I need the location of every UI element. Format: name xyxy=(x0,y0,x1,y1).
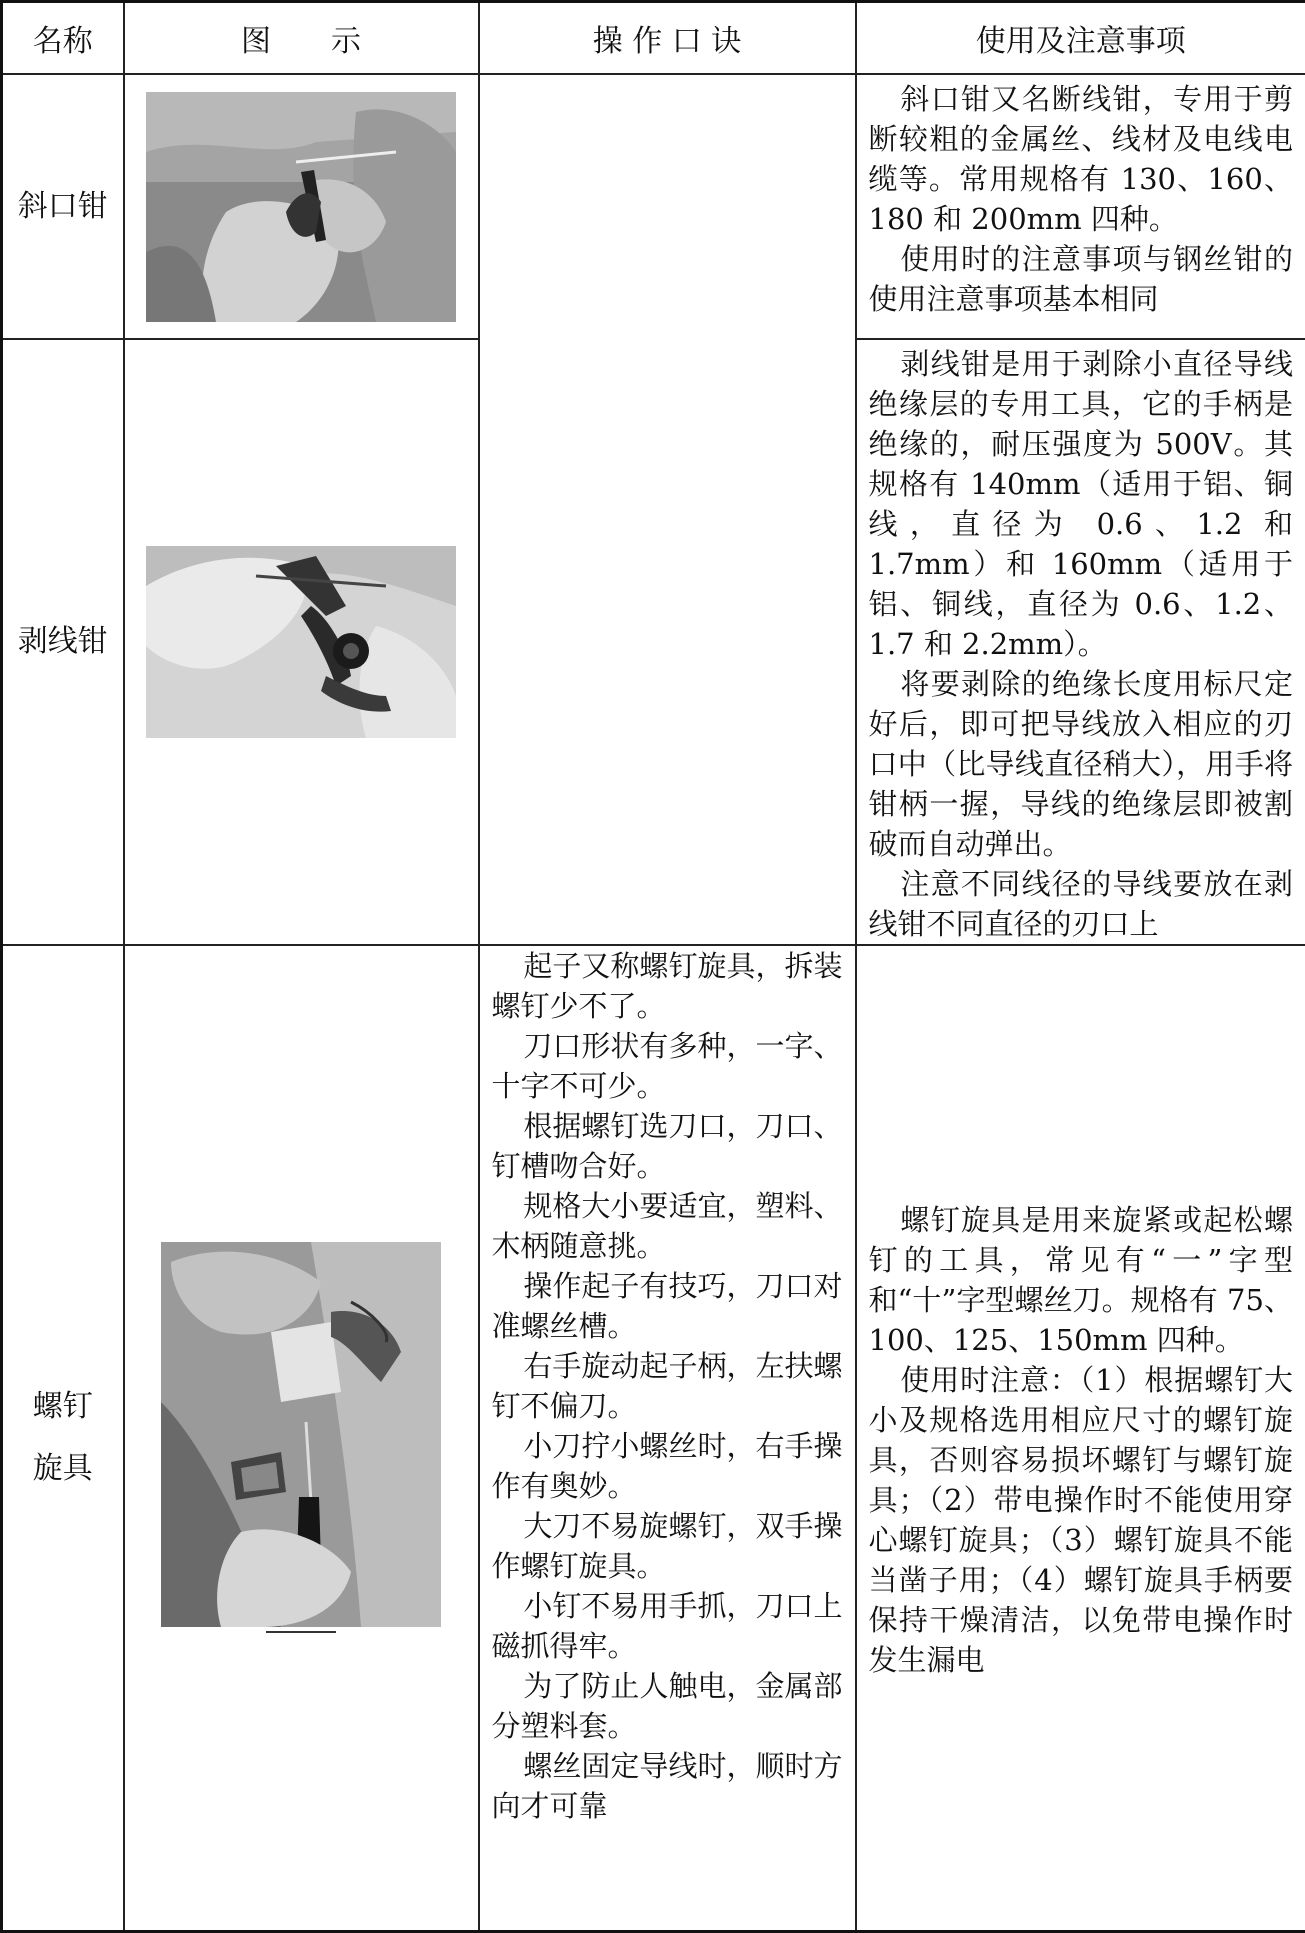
tool-name xyxy=(2,945,124,1931)
tool-name-line: 旋具 xyxy=(3,1438,123,1500)
tool-image-cell xyxy=(124,945,479,1931)
header-row xyxy=(2,2,1305,75)
verse-line: 右手旋动起子柄，左扶螺钉不偏刀。 xyxy=(492,1346,843,1426)
usage-cell xyxy=(856,74,1305,339)
usage-paragraph: 将要剥除的绝缘长度用标尺定好后，即可把导线放入相应的刃口中（比导线直径稍大），用手将钳柄一握，导线的绝缘层即被割破而自动弹出。 xyxy=(869,664,1294,864)
verse-line: 起子又称螺钉旋具，拆装螺钉少不了。 xyxy=(492,946,843,1026)
table-row xyxy=(2,74,1305,339)
header-usage: 使用及注意事项 xyxy=(856,2,1305,75)
verse-line: 根据螺钉选刀口，刀口、钉槽吻合好。 xyxy=(492,1106,843,1186)
verse-line: 为了防止人触电，金属部分塑料套。 xyxy=(492,1666,843,1746)
usage-paragraph: 使用时注意：（1）根据螺钉大小及规格选用相应尺寸的螺钉旋具，否则容易损坏螺钉与螺钉旋具；（2）带电操作时不能使用穿心螺钉旋具；（3）螺钉旋具不能当凿子用；（4）螺钉旋具手柄要保持干燥清洁，以免带电操作时发生漏电 xyxy=(869,1360,1294,1680)
usage-cell xyxy=(856,945,1305,1931)
verse-cell-merged xyxy=(479,74,856,945)
verse-line: 螺丝固定导线时，顺时方向才可靠 xyxy=(492,1746,843,1826)
tool-name: 剥线钳 xyxy=(2,339,124,945)
screwdriver-photo-icon xyxy=(161,1242,441,1627)
verse-line: 规格大小要适宜，塑料、木柄随意挑。 xyxy=(492,1186,843,1266)
tool-name: 斜口钳 xyxy=(2,74,124,339)
usage-paragraph: 使用时的注意事项与钢丝钳的使用注意事项基本相同 xyxy=(869,239,1294,319)
verse-line: 操作起子有技巧，刀口对准螺丝槽。 xyxy=(492,1266,843,1346)
tool-name-line: 螺钉 xyxy=(3,1376,123,1438)
verse-line: 小刀拧小螺丝时，右手操作有奥妙。 xyxy=(492,1426,843,1506)
header-name: 名称 xyxy=(2,2,124,75)
usage-paragraph: 斜口钳又名断线钳，专用于剪断较粗的金属丝、线材及电线电缆等。常用规格有 130、160、180 和 200mm 四种。 xyxy=(869,79,1294,239)
verse-cell xyxy=(479,945,856,1931)
usage-cell xyxy=(856,339,1305,945)
tool-image-cell xyxy=(124,74,479,339)
usage-paragraph: 注意不同线径的导线要放在剥线钳不同直径的刃口上 xyxy=(869,864,1294,944)
image-underline xyxy=(266,1631,336,1633)
tool-image-cell xyxy=(124,339,479,945)
verse-line: 刀口形状有多种，一字、十字不可少。 xyxy=(492,1026,843,1106)
wire-stripper-photo-icon xyxy=(146,546,456,738)
usage-paragraph: 剥线钳是用于剥除小直径导线绝缘层的专用工具，它的手柄是绝缘的，耐压强度为 500V。其规格有 140mm（适用于铝、铜线，直径为 0.6、1.2 和 1.7mm）和 160mm（适用于铝、铜线，直径为 0.6、1.2、1.7 和 2.2mm）。 xyxy=(869,344,1294,664)
diagonal-pliers-photo-icon xyxy=(146,92,456,322)
verse-line: 小钉不易用手抓，刀口上磁抓得牢。 xyxy=(492,1586,843,1666)
verse-line: 大刀不易旋螺钉，双手操作螺钉旋具。 xyxy=(492,1506,843,1586)
usage-paragraph: 螺钉旋具是用来旋紧或起松螺钉的工具，常见有“一”字型和“十”字型螺丝刀。规格有 75、100、125、150mm 四种。 xyxy=(869,1200,1294,1360)
header-verse: 操 作 口 诀 xyxy=(479,2,856,75)
header-image: 图 示 xyxy=(124,2,479,75)
table-row xyxy=(2,945,1305,1931)
